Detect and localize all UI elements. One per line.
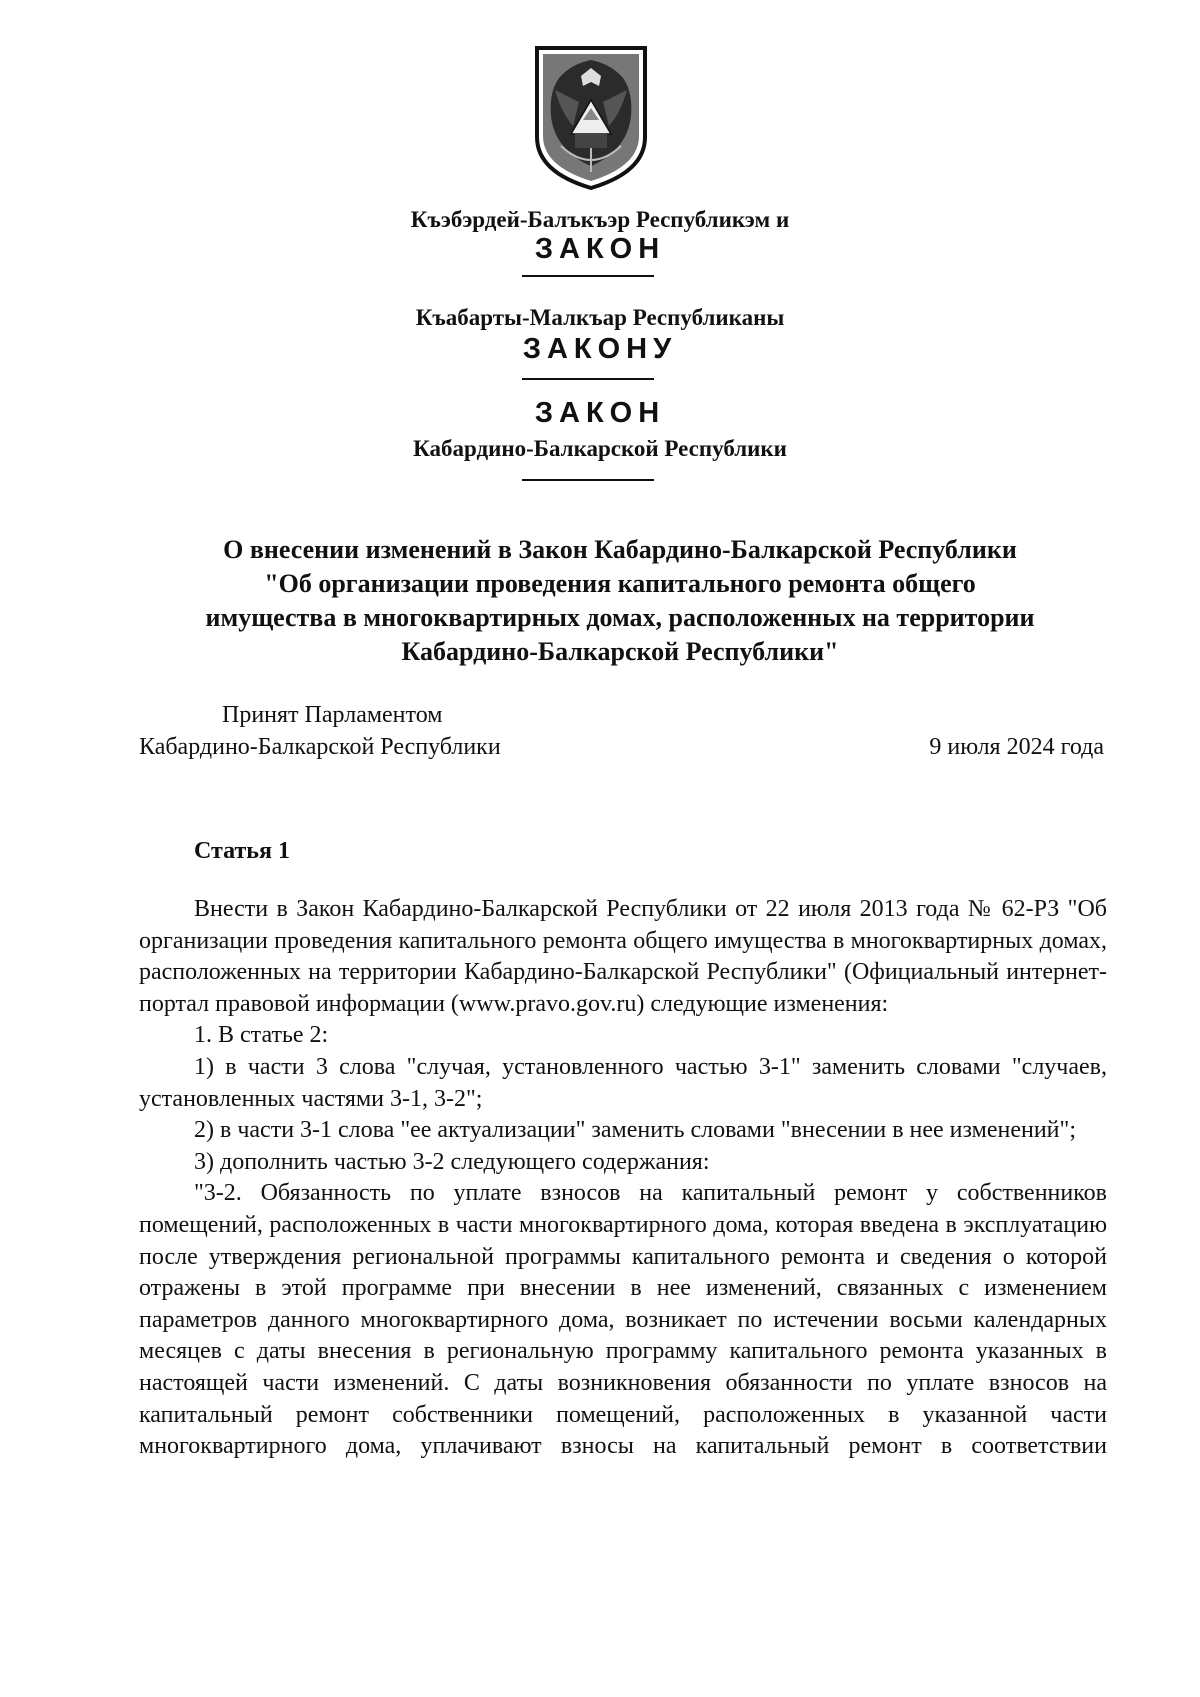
article-paragraph: 2) в части 3-1 слова "ее актуализации" заменить словами "внесении в нее изменений"; <box>194 1117 1076 1144</box>
article-paragraph: 1) в части 3 слова "случая, установленного частью 3-1" заменить словами "случаев, установленных частями 3-1, 3-2"; <box>139 1053 1107 1112</box>
article-paragraph: 1. В статье 2: <box>194 1022 329 1049</box>
law-title <box>160 533 1080 669</box>
article-paragraph: Внести в Закон Кабардино-Балкарской Республики от 22 июля 2013 года № 62-РЗ "Об организации проведения капитального ремонта общего имущества в многоквартирных домах, расположенных на территории Кабардино-Балкарской Республики" (Официальный интернет-портал правовой информации (www.pravo.gov.ru) следующие изменения: <box>139 896 1107 1017</box>
kabardian-law-heading: ЗАКОН <box>534 233 666 265</box>
divider-2 <box>522 378 654 380</box>
law-title-line: О внесении изменений в Закон Кабардино-Балкарской Республики <box>223 535 1017 564</box>
article-title: Статья 1 <box>194 838 290 864</box>
article-paragraph: "3-2. Обязанность по уплате взносов на капитальный ремонт у собственников помещений, расположенных в части многоквартирного дома, которая введена в эксплуатацию после утверждения региональной программы капитального ремонта и сведения о которой отражены в этой программе при внесении в нее изменений, связанных с изменением параметров данного многоквартирного дома, возникает по истечении восьми календарных месяцев с даты внесения в региональную программу капитального ремонта указанных в настоящей части изменений. С даты возникновения обязанности по уплате взносов на капитальный ремонт собственники помещений, расположенных в указанной части многоквартирного дома, уплачивают взносы на капитальный ремонт в соответствии <box>139 1180 1107 1460</box>
article-body <box>139 894 1107 1463</box>
russian-republic-line: Кабардино-Балкарской Республики <box>413 436 787 461</box>
adopted-by-parliament: Кабардино-Балкарской Республики <box>139 734 501 760</box>
law-title-line: имущества в многоквартирных домах, расположенных на территории <box>205 603 1035 632</box>
divider-1 <box>522 275 654 277</box>
russian-law-heading: ЗАКОН <box>534 397 666 429</box>
balkar-law-heading: ЗАКОНУ <box>522 333 678 365</box>
law-title-line: "Об организации проведения капитального ремонта общего <box>264 569 976 598</box>
article-paragraph: 3) дополнить частью 3-2 следующего содержания: <box>194 1148 710 1175</box>
adoption-date: 9 июля 2024 года <box>929 734 1104 760</box>
law-title-line: Кабардино-Балкарской Республики" <box>401 637 839 666</box>
adopted-by-line: Принят Парламентом <box>222 702 443 728</box>
divider-3 <box>522 479 654 481</box>
balkar-republic-line: Къабарты-Малкъар Республиканы <box>415 305 785 330</box>
coat-of-arms-icon <box>531 42 651 192</box>
kabardian-republic-line: Къэбэрдей-Балъкъэр Республикэм и <box>410 207 790 232</box>
